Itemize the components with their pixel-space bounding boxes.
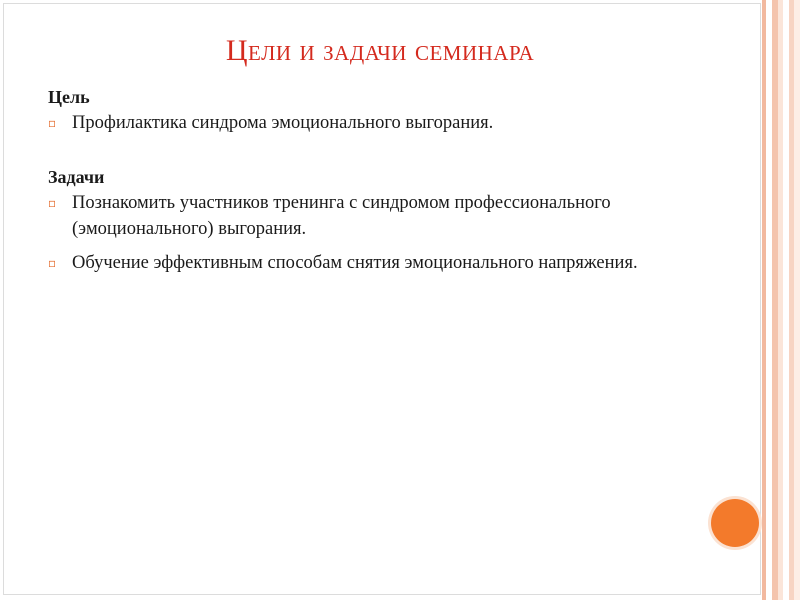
bullet-text: Обучение эффективным способам снятия эмоционального напряжения. [72, 253, 638, 273]
list-item [48, 190, 738, 242]
section-heading-tasks: Задачи [48, 167, 105, 187]
bullet-icon: ▫ [48, 256, 57, 270]
bullet-icon: ▫ [48, 196, 57, 210]
bullet-text: Профилактика синдрома эмоционального выгорания. [72, 113, 494, 133]
decorative-circle [711, 499, 759, 547]
list-item [48, 110, 738, 136]
decorative-stripe [794, 0, 800, 600]
bullet-icon: ▫ [48, 116, 57, 130]
goal-bullet-list [48, 110, 738, 136]
list-item [48, 250, 738, 276]
bullet-text: Познакомить участников тренинга с синдромом профессионального (эмоционального) выгорания. [72, 193, 611, 239]
tasks-bullet-list [48, 190, 738, 276]
slide-title: Цели и задачи семинара [225, 34, 535, 67]
slide-content [48, 84, 738, 284]
section-heading-goal: Цель [48, 87, 90, 107]
